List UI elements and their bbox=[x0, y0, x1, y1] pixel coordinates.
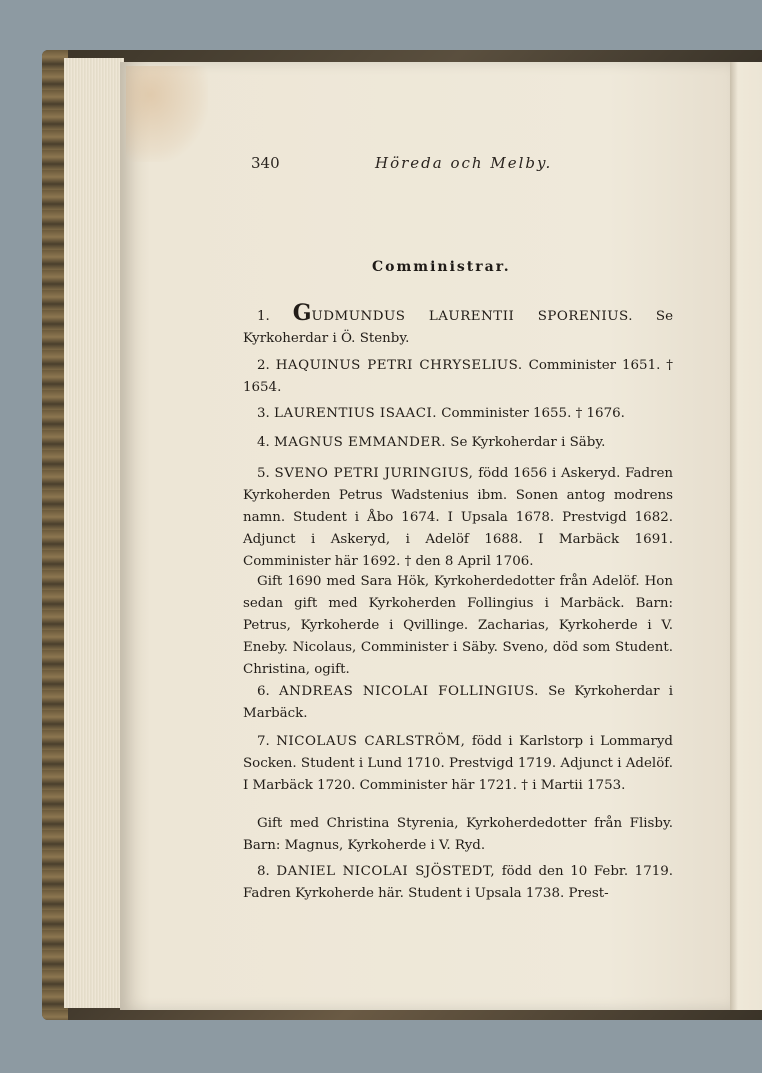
entry-number: 3. bbox=[257, 406, 270, 421]
entry-5 bbox=[243, 463, 673, 573]
entry-7-family bbox=[243, 813, 673, 857]
entry-4 bbox=[243, 432, 673, 454]
entry-3 bbox=[243, 403, 673, 425]
running-title: Höreda och Melby. bbox=[375, 154, 553, 172]
entry-text: Se Kyrkoherdar i Ö. Stenby. bbox=[243, 309, 673, 346]
entry-name: LAURENTIUS ISAACI. bbox=[274, 406, 437, 421]
entry-text: Se Kyrkoherdar i Marbäck. bbox=[243, 684, 673, 721]
entry-7 bbox=[243, 731, 673, 797]
entry-number: 1. bbox=[257, 309, 270, 324]
page-stack bbox=[64, 58, 124, 1008]
entry-name: NICOLAUS CARLSTRÖM, bbox=[276, 734, 466, 749]
entry-number: 8. bbox=[257, 864, 270, 879]
entry-number: 2. bbox=[257, 358, 270, 373]
entry-text: född den 10 Febr. 1719. Fadren Kyrkoherde här. Student i Upsala 1738. Prest- bbox=[243, 864, 674, 901]
entry-name: ANDREAS NICOLAI FOLLINGIUS. bbox=[278, 684, 539, 699]
entry-text: Comminister 1655. † 1676. bbox=[441, 406, 625, 421]
entry-name: SVENO PETRI JURINGIUS, bbox=[274, 466, 474, 481]
section-title: Comministrar. bbox=[372, 259, 511, 275]
entry-1 bbox=[243, 300, 673, 350]
entry-8 bbox=[243, 861, 673, 905]
entry-text: född 1656 i Askeryd. Fadren Kyrkoherden Petrus Wadstenius ibm. Sonen antog modrens namn. Student i Åbo 1674. I Upsala 1678. Prestvigd 1682. Adjunct i Askeryd, i Adelöf 1688. I Marbäck 1691. Comminister här 1692. † den 8 April 1706. bbox=[243, 466, 674, 569]
entry-text: Se Kyrkoherdar i Säby. bbox=[450, 435, 606, 450]
entry-name: MAGNUS EMMANDER. bbox=[274, 435, 446, 450]
entry-text: Comminister 1651. † 1654. bbox=[243, 358, 674, 395]
drop-initial: G bbox=[292, 300, 312, 326]
entry-name: UDMUNDUS LAURENTII SPORENIUS. bbox=[311, 309, 633, 324]
entry-number: 5. bbox=[257, 466, 270, 481]
entry-name: DANIEL NICOLAI SJÖSTEDT, bbox=[276, 864, 496, 879]
entry-5-family bbox=[243, 571, 673, 681]
page-stain bbox=[126, 66, 208, 162]
facing-page-edge bbox=[730, 62, 762, 1010]
entry-text: Gift med Christina Styrenia, Kyrkoherdedotter från Flisby. Barn: Magnus, Kyrkoherde i V. Ryd. bbox=[243, 816, 673, 853]
entry-text: född i Karlstorp i Lommaryd Socken. Student i Lund 1710. Prestvigd 1719. Adjunct i Adelöf. I Marbäck 1720. Comminister här 1721. † i Martii 1753. bbox=[243, 734, 674, 793]
entry-name: HAQUINUS PETRI CHRYSELIUS. bbox=[275, 358, 523, 373]
entry-2 bbox=[243, 355, 673, 399]
entry-number: 7. bbox=[257, 734, 270, 749]
entry-text: Gift 1690 med Sara Hök, Kyrkoherdedotter från Adelöf. Hon sedan gift med Kyrkoherden Follingius i Marbäck. Barn: Petrus, Kyrkoherde i Qvillinge. Zacharias, Kyrkoherde i V. Eneby. Nicolaus, Comminister i Säby. Sveno, död som Student. Christina, ogift. bbox=[243, 574, 673, 677]
entry-number: 4. bbox=[257, 435, 270, 450]
entry-6 bbox=[243, 681, 673, 725]
page-number: 340 bbox=[251, 154, 280, 172]
entry-number: 6. bbox=[257, 684, 270, 699]
